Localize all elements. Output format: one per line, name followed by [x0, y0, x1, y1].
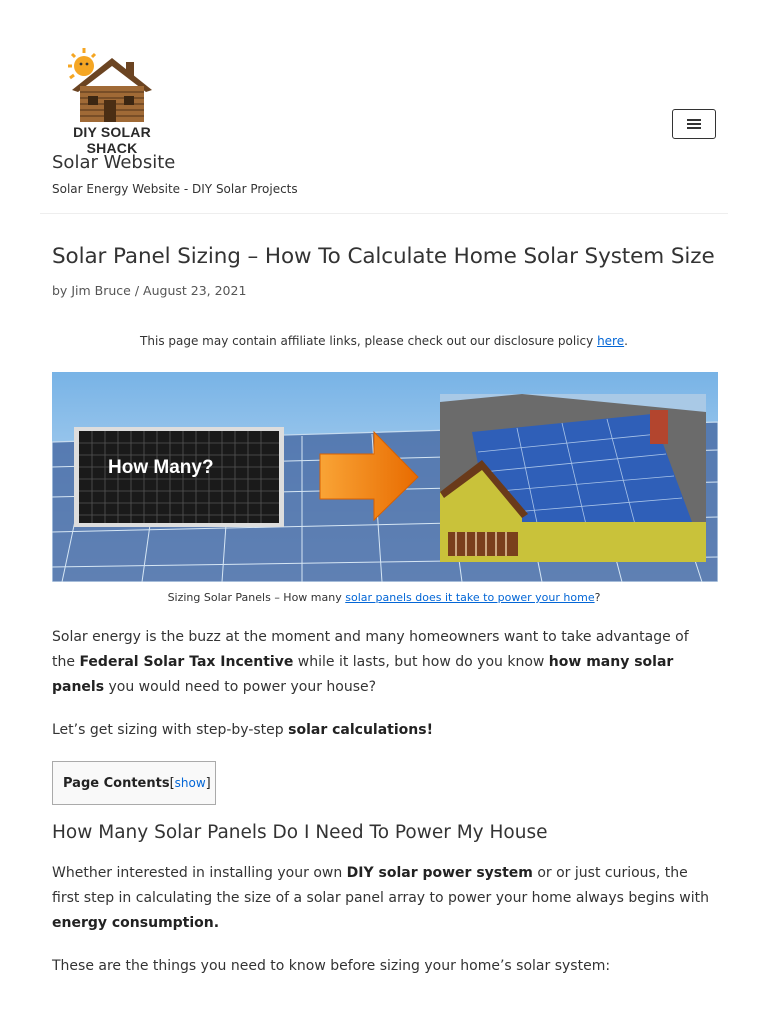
intro-text-2: while it lasts, but how do you know	[293, 654, 549, 670]
page-contents-box	[52, 761, 216, 805]
section-bold-2: energy consumption.	[52, 915, 220, 931]
post-meta	[52, 283, 246, 298]
intro-bold-1: Federal Solar Tax Incentive	[79, 654, 294, 670]
solar-shack-logo-icon	[62, 46, 162, 126]
toc-show-link[interactable]: show	[174, 776, 206, 790]
intro-text-3: you would need to power your house?	[104, 679, 377, 695]
toc-label: Page Contents	[63, 775, 170, 791]
site-tagline: Solar Energy Website - DIY Solar Projects	[52, 182, 298, 196]
section-paragraph	[52, 861, 712, 936]
hamburger-menu-icon	[686, 117, 702, 131]
sizing-bold: solar calculations!	[288, 722, 433, 738]
site-title[interactable]: Solar Website	[52, 152, 176, 173]
site-logo[interactable]	[62, 46, 162, 156]
sizing-text: Let’s get sizing with step-by-step	[52, 722, 289, 738]
caption-link[interactable]: solar panels does it take to power your home	[345, 591, 595, 604]
things-to-know-paragraph: These are the things you need to know before sizing your home’s solar system:	[52, 958, 611, 974]
meta-by: by	[52, 283, 68, 298]
section-text-2: or or just curious, the first step in calculating the size of a solar panel array to power your home always begins with	[52, 865, 709, 906]
section-heading: How Many Solar Panels Do I Need To Power My House	[52, 822, 548, 843]
header-divider	[40, 213, 728, 214]
author-link[interactable]: Jim Bruce	[71, 283, 131, 298]
caption-end: ?	[594, 591, 601, 604]
post-date: August 23, 2021	[143, 283, 247, 298]
hero-overlay-text: How Many?	[108, 457, 214, 478]
disclosure-link[interactable]: here	[597, 334, 625, 348]
section-text-1: Whether interested in installing your own	[52, 865, 347, 881]
meta-separator: /	[134, 283, 140, 298]
intro-paragraph	[52, 625, 712, 700]
page-title: Solar Panel Sizing – How To Calculate Home Solar System Size	[52, 244, 715, 269]
solar-sizing-illustration	[52, 372, 718, 582]
site-header	[0, 0, 768, 214]
hero-image	[52, 372, 718, 582]
affiliate-notice	[0, 334, 768, 348]
intro-bold-2: how many solar panels	[52, 654, 674, 695]
sizing-paragraph	[52, 718, 712, 743]
toc-close-bracket: ]	[205, 775, 211, 791]
image-caption	[0, 591, 768, 604]
section-bold-1: DIY solar power system	[346, 865, 533, 881]
intro-text-1: Solar energy is the buzz at the moment and many homeowners want to take advantage of the	[52, 629, 689, 670]
affiliate-end: .	[624, 334, 628, 348]
caption-text: Sizing Solar Panels – How many	[167, 591, 346, 604]
toc-open-bracket: [	[169, 775, 175, 791]
logo-text: DIY SOLAR SHACK	[73, 124, 151, 156]
menu-toggle-button[interactable]	[672, 109, 716, 139]
affiliate-text: This page may contain affiliate links, please check out our disclosure policy	[140, 334, 598, 348]
sun-icon	[68, 48, 95, 78]
